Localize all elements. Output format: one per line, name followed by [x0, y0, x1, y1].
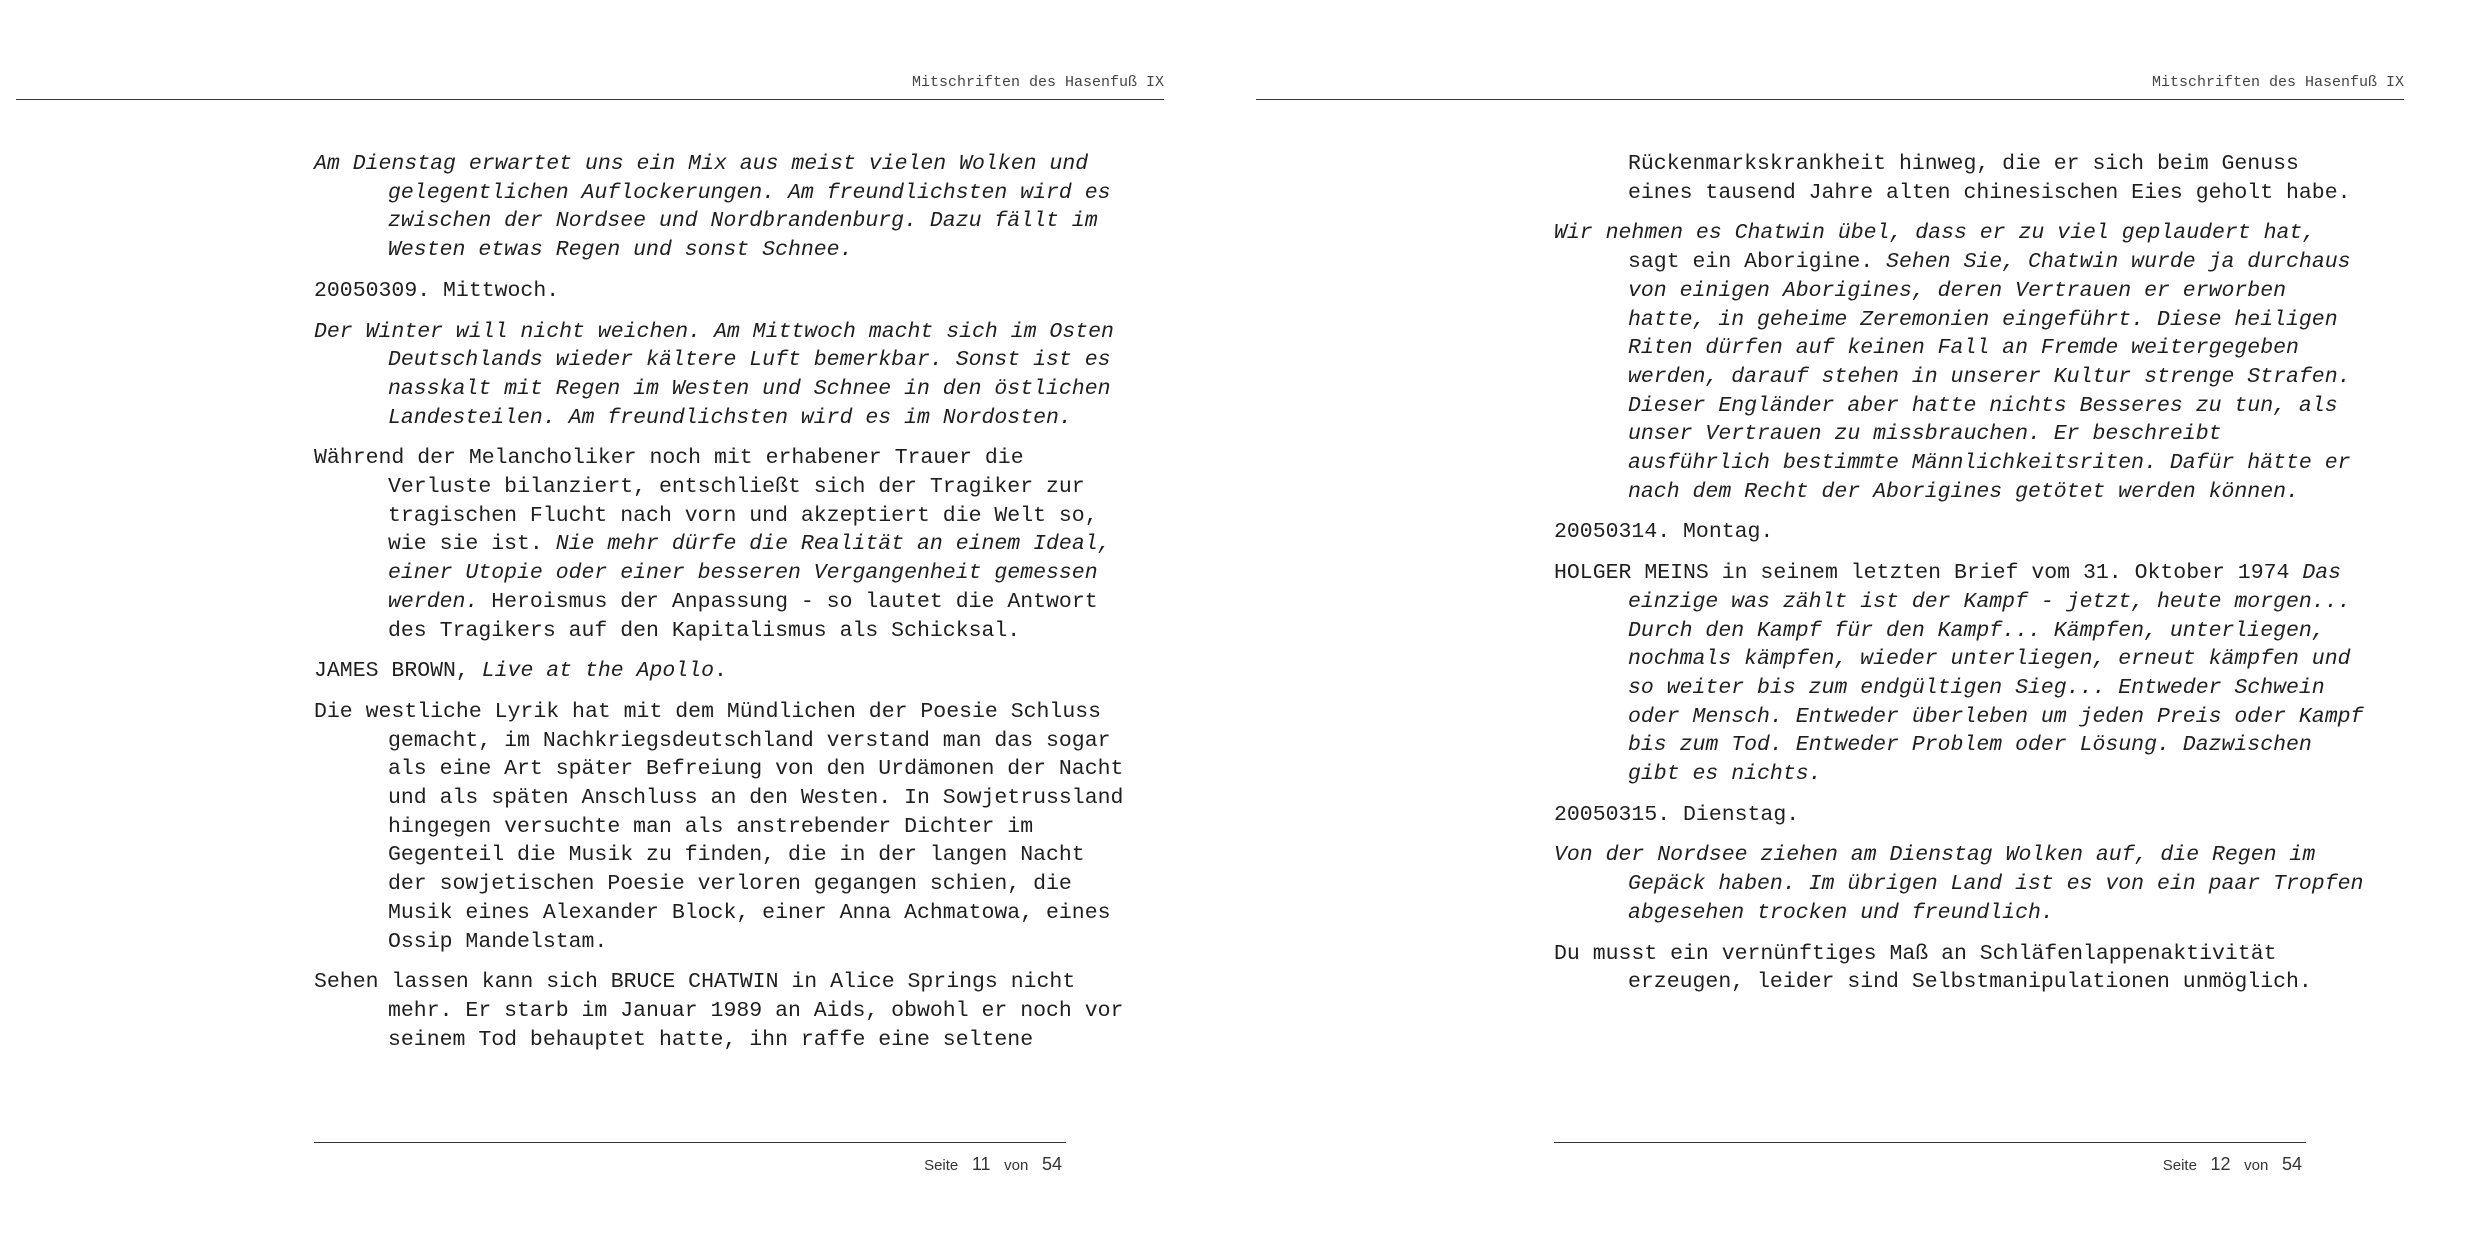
right-page: [1240, 0, 2480, 1240]
text-run: 20050314. Montag.: [1554, 520, 1774, 545]
footer-rule: [314, 1142, 1066, 1143]
paragraph: [314, 277, 1124, 306]
page-of-label: von: [1004, 1157, 1029, 1174]
page-label: Seite: [924, 1157, 959, 1174]
paragraph: [314, 444, 1124, 645]
paragraph: [314, 318, 1124, 433]
text-run: 20050315. Dienstag.: [1554, 802, 1800, 827]
paragraph: [314, 657, 1124, 686]
paragraph: [1554, 518, 2364, 547]
italic-text: Das einzige was zählt ist der Kampf - jetzt, heute morgen... Durch den Kampf für den Kampf... Kämpfen, unterliegen, nochmals kämpfen, wieder unterliegen, erneut kämpfen und so weiter bis zum endgültigen Sieg... Entweder Schwein oder Mensch. Entweder überleben um jeden Preis oder Kampf bis zum Tod. Entweder Problem oder Lösung. Dazwischen gibt es nichts.: [1628, 561, 2364, 787]
italic-text: Sehen Sie, Chatwin wurde ja durchaus von einigen Aborigines, deren Vertrauen er erworben hatte, in geheime Zeremonien eingeführt. Diese heiligen Riten dürfen auf keinen Fall an Fremde weitergegeben werden, darauf stehen in unserer Kultur strenge Strafen. Dieser Engländer aber hatte nichts Besseres zu tun, als unser Vertrauen zu missbrauchen. Er beschreibt ausführlich bestimmte Männlichkeitsriten. Dafür hätte er nach dem Recht der Aborigines getötet werden können.: [1628, 250, 2351, 504]
paragraph: [314, 968, 1124, 1054]
italic-text: Von der Nordsee ziehen am Dienstag Wolken auf, die Regen im Gepäck haben. Im übrigen Land ist es von ein paar Tropfen abgesehen trocken und freundlich.: [1554, 843, 2364, 925]
text-run: Sehen lassen kann sich BRUCE CHATWIN in Alice Springs nicht mehr. Er starb im Januar 1989 an Aids, obwohl er noch vor seinem Tod behauptet hatte, ihn raffe eine seltene: [314, 970, 1124, 1052]
page-footer: [924, 1154, 1066, 1175]
page-number: 12: [2210, 1154, 2231, 1174]
text-run: Heroismus der Anpassung - so lautet die Antwort des Tragikers auf den Kapitalismus als Schicksal.: [388, 589, 1098, 643]
text-run: JAMES BROWN,: [314, 659, 482, 684]
paragraph: [1554, 801, 2364, 830]
page-of-label: von: [2244, 1157, 2269, 1174]
text-run: 20050309. Mittwoch.: [314, 278, 560, 303]
paragraph: [1554, 559, 2364, 789]
text-run: .: [713, 659, 727, 684]
paragraph: [1554, 841, 2364, 927]
text-run: HOLGER MEINS in seinem letzten Brief vom 31. Oktober 1974: [1554, 561, 2303, 586]
paragraph: [1554, 940, 2364, 997]
page-body: [314, 150, 1124, 1066]
italic-text: Der Winter will nicht weichen. Am Mittwoch macht sich im Osten Deutschlands wieder kältere Luft bemerkbar. Sonst ist es nasskalt mit Regen im Westen und Schnee in den östlichen Landesteilen. Am freundlichsten wird es im Nordosten.: [314, 319, 1114, 430]
text-run: Die westliche Lyrik hat mit dem Mündlichen der Poesie Schluss gemacht, im Nachkriegsdeutschland verstand man das sogar als eine Art später Befreiung von den Urdämonen der Nacht und als späten Anschluss an den Westen. In Sowjetrussland hingegen versuchte man als anstrebender Dichter im Gegenteil die Musik zu finden, die in der langen Nacht der sowjetischen Poesie verloren gegangen schien, die Musik eines Alexander Block, einer Anna Achmatowa, eines Ossip Mandelstam.: [314, 699, 1124, 954]
footer-rule: [1554, 1142, 2306, 1143]
text-run: Während der Melancholiker noch mit erhabener Trauer die Verluste bilanziert, entschließt sich der Tragiker zur tragischen Flucht nach vorn und akzeptiert die Welt so, wie sie ist.: [314, 446, 1098, 557]
page-footer: [2163, 1154, 2306, 1175]
paragraph: [1554, 219, 2364, 506]
italic-text: Am Dienstag erwartet uns ein Mix aus meist vielen Wolken und gelegentlichen Auflockerungen. Am freundlichsten wird es zwischen der Nordsee und Nordbrandenburg. Dazu fällt im Westen etwas Regen und sonst Schnee.: [314, 152, 1111, 263]
paragraph: [314, 698, 1124, 956]
header-rule: [16, 99, 1164, 100]
page-number: 11: [971, 1154, 991, 1174]
page-total: 54: [2281, 1154, 2302, 1174]
running-header: Mitschriften des Hasenfuß IX: [911, 74, 1164, 91]
paragraph-continuation: Rückenmarkskrankheit hinweg, die er sich beim Genuss eines tausend Jahre alten chinesischen Eies geholt habe.: [1628, 152, 2351, 205]
text-run: Du musst ein vernünftiges Maß an Schläfenlappenaktivität erzeugen, leider sind Selbstmanipulationen unmöglich.: [1554, 941, 2312, 995]
page-label: Seite: [2162, 1157, 2197, 1174]
running-header: Mitschriften des Hasenfuß IX: [2151, 74, 2404, 91]
text-run: sagt ein Aborigine.: [1628, 250, 1887, 275]
italic-text: Nie mehr dürfe die Realität an einem Ideal, einer Utopie oder einer besseren Vergangenheit gemessen werden.: [388, 532, 1111, 614]
italic-text: Live at the Apollo: [481, 659, 714, 684]
italic-text: Wir nehmen es Chatwin übel, dass er zu viel geplaudert hat,: [1554, 221, 2316, 246]
header-rule: [1256, 99, 2404, 100]
page-total: 54: [1041, 1154, 1062, 1174]
page-body: [1554, 150, 2364, 1009]
paragraph: [314, 150, 1124, 265]
